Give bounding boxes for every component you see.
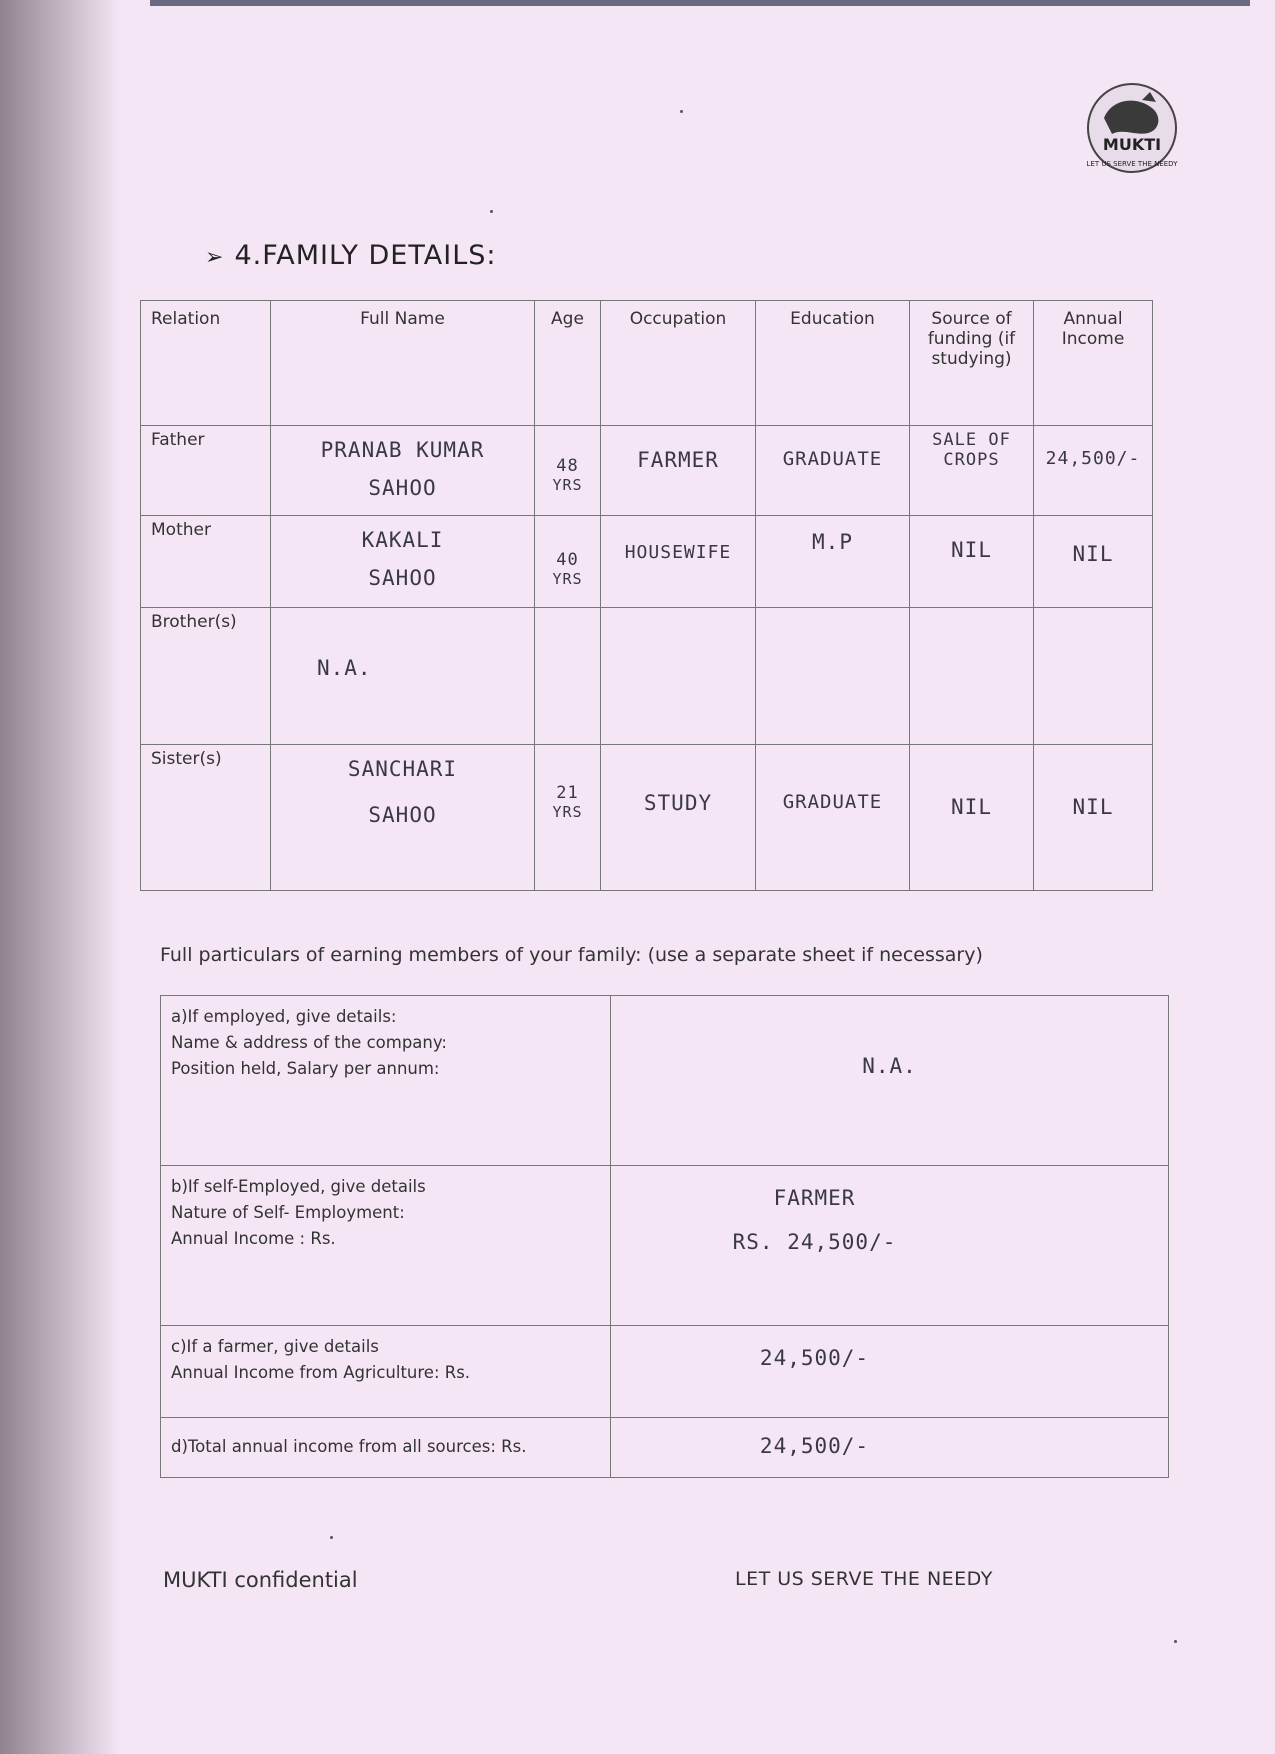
age-cell (535, 608, 601, 745)
relation-cell: Father (141, 426, 271, 516)
table-row-sisters (141, 745, 1153, 891)
full-name-cell (271, 516, 535, 608)
education-cell: GRADUATE (756, 745, 910, 891)
name-line1: PRANAB KUMAR (320, 438, 485, 462)
name-line2: SAHOO (368, 566, 437, 590)
self-employment-nature: FARMER (773, 1186, 856, 1210)
full-name-cell: N.A. (271, 608, 535, 745)
relation-cell: Mother (141, 516, 271, 608)
occupation-cell: STUDY (601, 745, 756, 891)
age-cell (535, 745, 601, 891)
footer-tagline: LET US SERVE THE NEEDY (735, 1568, 993, 1590)
self-employed-question (161, 1166, 611, 1326)
farmer-line1: c)If a farmer, give details (171, 1337, 379, 1356)
paper-speck (680, 110, 683, 113)
education-cell (756, 608, 910, 745)
employed-question (161, 996, 611, 1166)
footer-confidential: MUKTI confidential (163, 1568, 358, 1592)
header-full-name: Full Name (271, 301, 535, 426)
employed-line1: a)If employed, give details: (171, 1007, 397, 1026)
source-cell: NIL (910, 516, 1034, 608)
relation-cell: Brother(s) (141, 608, 271, 745)
table-row-brothers (141, 608, 1153, 745)
education-cell: M.P (756, 516, 910, 608)
header-annual-income: Annual Income (1034, 301, 1153, 426)
income-cell: 24,500/- (1034, 426, 1153, 516)
relation-cell: Sister(s) (141, 745, 271, 891)
age-cell (535, 516, 601, 608)
full-name-cell (271, 745, 535, 891)
table-row-father (141, 426, 1153, 516)
self-employed-line3: Annual Income : Rs. (171, 1229, 336, 1248)
age-unit: YRS (552, 476, 583, 494)
income-cell (1034, 608, 1153, 745)
paper-speck (1174, 1640, 1177, 1643)
age-unit: YRS (552, 803, 583, 821)
top-edge-strip (150, 0, 1250, 6)
occupation-cell (601, 608, 756, 745)
name-line1: KAKALI (361, 528, 444, 552)
employed-line3: Position held, Salary per annum: (171, 1059, 440, 1078)
header-education: Education (756, 301, 910, 426)
self-employment-income: RS. 24,500/- (732, 1230, 897, 1254)
farmer-question (161, 1326, 611, 1418)
earning-members-label: Full particulars of earning members of your family: (use a separate sheet if necessary) (160, 944, 983, 966)
self-employed-line1: b)If self-Employed, give details (171, 1177, 426, 1196)
header-relation: Relation (141, 301, 271, 426)
section-title: 4.FAMILY DETAILS: (234, 240, 497, 271)
source-cell (910, 608, 1034, 745)
income-cell: NIL (1034, 516, 1153, 608)
income-cell: NIL (1034, 745, 1153, 891)
source-cell: SALE OF CROPS (910, 426, 1034, 516)
age-unit: YRS (552, 570, 583, 588)
header-source-of-funding: Source of funding (if studying) (910, 301, 1034, 426)
earning-members-table (160, 995, 1169, 1478)
full-name-cell (271, 426, 535, 516)
table-row-mother (141, 516, 1153, 608)
age-value: 40 (556, 550, 579, 570)
name-line1: SANCHARI (347, 757, 458, 781)
table-header-row (141, 301, 1153, 426)
mukti-logo (1082, 78, 1182, 178)
earning-row-employed (161, 996, 1169, 1166)
total-answer: 24,500/- (611, 1418, 1169, 1478)
age-value: 21 (556, 783, 579, 803)
section-heading (205, 240, 496, 271)
total-question: d)Total annual income from all sources: Rs. (161, 1418, 611, 1478)
farmer-line2: Annual Income from Agriculture: Rs. (171, 1363, 471, 1382)
svg-text:LET US SERVE THE NEEDY: LET US SERVE THE NEEDY (1086, 160, 1178, 168)
age-value: 48 (556, 456, 579, 476)
farmer-answer: 24,500/- (611, 1326, 1169, 1418)
employed-line2: Name & address of the company: (171, 1033, 447, 1052)
self-employed-line2: Nature of Self- Employment: (171, 1203, 405, 1222)
occupation-cell: FARMER (601, 426, 756, 516)
earning-row-total (161, 1418, 1169, 1478)
family-details-table (140, 300, 1153, 891)
name-line2: SAHOO (368, 476, 437, 500)
education-cell: GRADUATE (756, 426, 910, 516)
occupation-cell: HOUSEWIFE (601, 516, 756, 608)
self-employed-answer (611, 1166, 1169, 1326)
earning-row-self-employed (161, 1166, 1169, 1326)
arrow-bullet-icon: ➢ (205, 245, 225, 270)
name-line2: SAHOO (368, 803, 437, 827)
paper-speck (490, 210, 493, 213)
paper-speck (330, 1536, 333, 1539)
age-cell (535, 426, 601, 516)
earning-row-farmer (161, 1326, 1169, 1418)
header-occupation: Occupation (601, 301, 756, 426)
page-edge-shadow (0, 0, 120, 1754)
source-cell: NIL (910, 745, 1034, 891)
employed-answer: N.A. (611, 996, 1169, 1166)
header-age: Age (535, 301, 601, 426)
svg-text:MUKTI: MUKTI (1102, 135, 1162, 154)
